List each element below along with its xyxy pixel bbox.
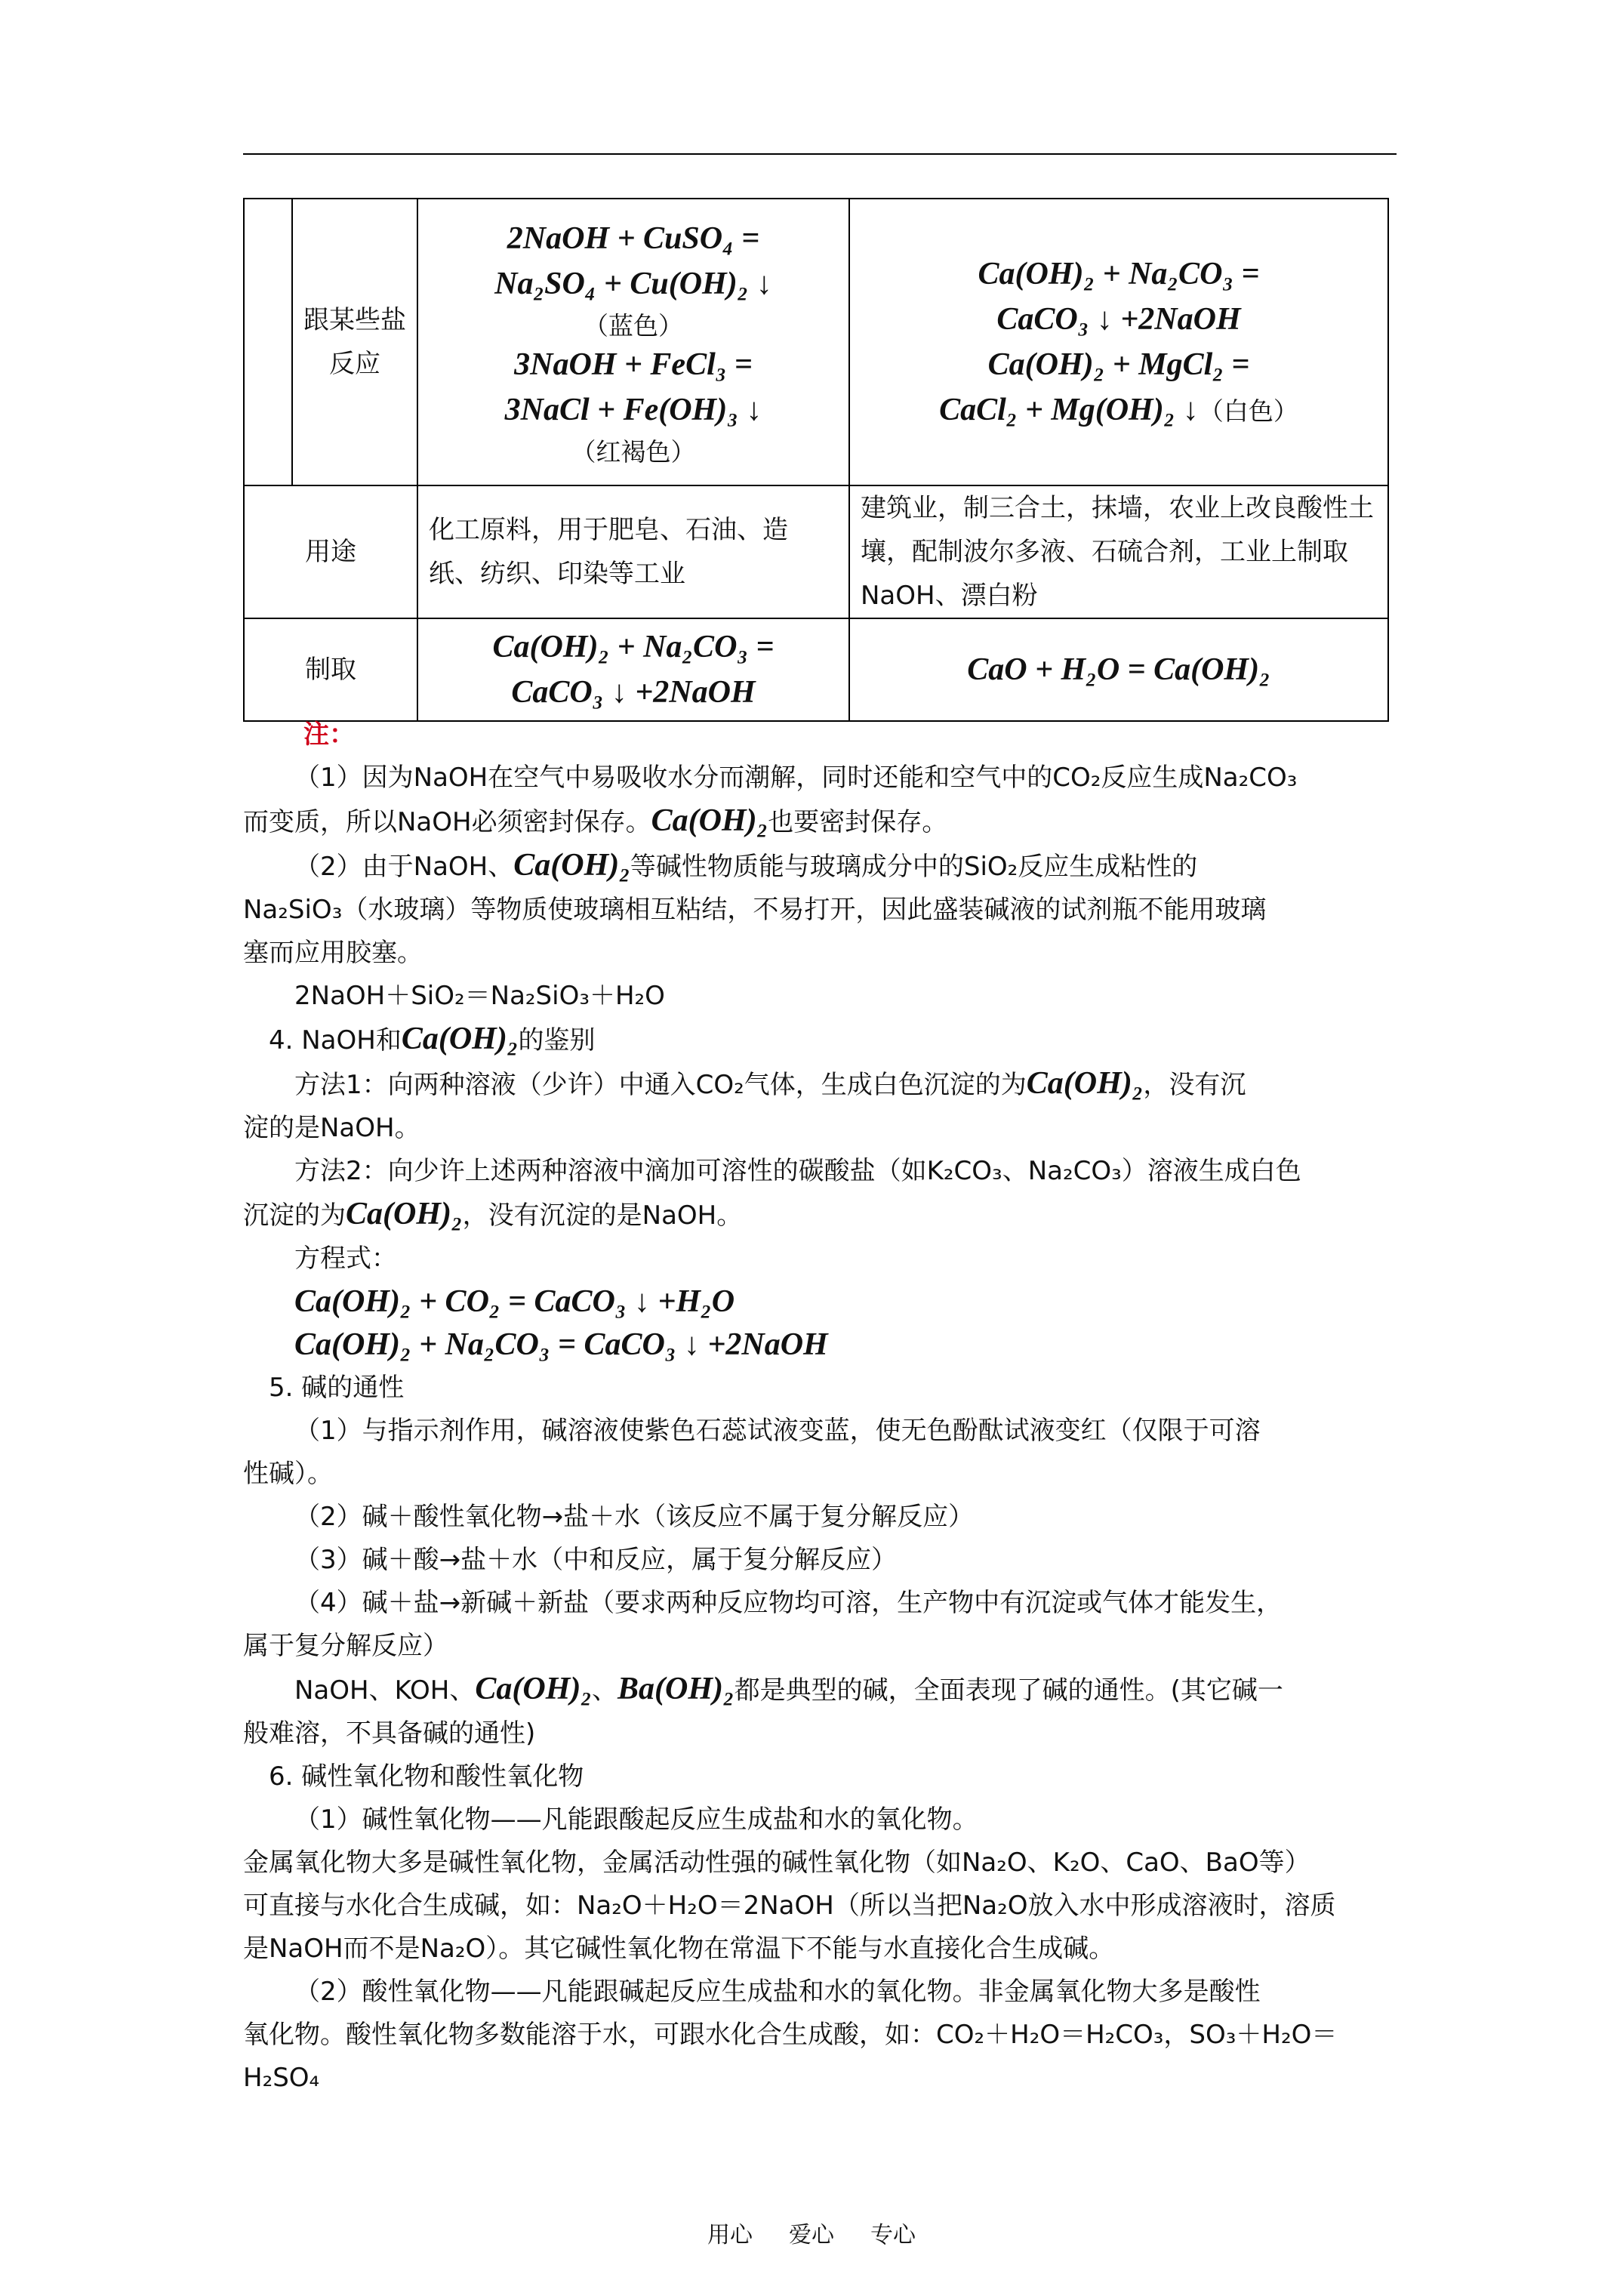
acid-oxide-def: （2）酸性氧化物——凡能跟碱起反应生成盐和水的氧化物。非金属氧化物大多是酸性: [294, 1977, 1261, 2007]
body-text: [243, 713, 1397, 2100]
caoh-make-cell: CaO + H₂O = Ca(OH)₂: [849, 618, 1388, 721]
caoh-eq1a: Ca(OH)₂ + Na₂CO₃ =: [978, 257, 1260, 291]
note-2: （2）由于NaOH、Ca(OH)₂等碱性物质能与玻璃成分中的SiO₂反应生成粘性的: [294, 848, 1198, 883]
note-1: （1）因为NaOH在空气中易吸收水分而潮解，同时还能和空气中的CO₂反应生成Na₂CO₃: [294, 763, 1298, 793]
naoh-eq2b: 3NaCl + Fe(OH)₃ ↓: [504, 393, 762, 427]
method-2: 方法2：向少许上述两种溶液中滴加可溶性的碳酸盐（如K₂CO₃、Na₂CO₃）溶液生成白色: [294, 1156, 1301, 1186]
naoh-eq2a: 3NaOH + FeCl₃ =: [514, 347, 753, 382]
property-4b: 属于复分解反应）: [243, 1631, 448, 1661]
naoh-note1: （蓝色）: [584, 311, 683, 341]
row-label-make: 制取: [244, 618, 417, 721]
acid-oxide-text: 氧化物。酸性氧化物多数能溶于水，可跟水化合生成酸，如：CO₂＋H₂O＝H₂CO₃，SO₃＋H₂O＝H₂SO₄: [243, 2020, 1338, 2093]
caoh-eq1b: CaCO₃ ↓ +2NaOH: [996, 302, 1241, 337]
caoh-note2: （白色）: [1198, 396, 1298, 426]
basic-oxide-text-c: 是NaOH而不是Na₂O）。其它碱性氧化物在常温下不能与水直接化合生成碱。: [243, 1934, 1115, 1964]
property-1: （1）与指示剂作用，碱溶液使紫色石蕊试液变蓝，使无色酚酞试液变红（仅限于可溶: [294, 1416, 1261, 1446]
basic-oxide-text-b: 可直接与水化合生成碱，如：Na₂O＋H₂O＝2NaOH（所以当把Na₂O放入水中形成溶液时，溶质: [243, 1891, 1336, 1921]
basic-oxide-def: （1）碱性氧化物——凡能跟酸起反应生成盐和水的氧化物。: [294, 1804, 978, 1835]
row-label-salt: 跟某些盐反应: [292, 199, 417, 485]
equation-2: Ca(OH)₂ + Na₂CO₃ = CaCO₃ ↓ +2NaOH: [294, 1327, 828, 1362]
method-2b: 沉淀的为Ca(OH)₂，没有沉淀的是NaOH。: [243, 1197, 743, 1231]
table-row-make: [244, 618, 1388, 721]
header-rule: [243, 153, 1397, 155]
property-3: （3）碱＋酸→盐＋水（中和反应，属于复分解反应）: [294, 1545, 898, 1575]
section-5-title: 5. 碱的通性: [269, 1373, 405, 1403]
note-2c: 塞而应用胶塞。: [243, 938, 423, 968]
table-row-salt-reaction: [244, 199, 1388, 485]
note-1b: 而变质，所以NaOH必须密封保存。Ca(OH)₂也要密封保存。: [243, 803, 948, 838]
naoh-note2: （红褐色）: [571, 437, 696, 467]
caoh-eq2b: CaCl₂ + Mg(OH)₂ ↓: [939, 393, 1199, 427]
page-footer: 用心 爱心 专心: [707, 2222, 916, 2248]
naoh-eq1a: 2NaOH + CuSO₄ =: [507, 221, 760, 256]
section-6-title: 6. 碱性氧化物和酸性氧化物: [269, 1761, 584, 1792]
note-2-equation: 2NaOH＋SiO₂＝Na₂SiO₃＋H₂O: [294, 981, 665, 1011]
property-5b: 般难溶，不具备碱的通性): [243, 1718, 536, 1749]
properties-table: [243, 198, 1389, 722]
method-1b: 淀的是NaOH。: [243, 1113, 420, 1143]
equation-1: Ca(OH)₂ + CO₂ = CaCO₃ ↓ +H₂O: [294, 1284, 735, 1319]
equation-label: 方程式：: [294, 1244, 397, 1274]
method-1: 方法1：向两种溶液（少许）中通入CO₂气体，生成白色沉淀的为Ca(OH)₂，没有沉: [294, 1066, 1246, 1101]
note-2b: Na₂SiO₃（水玻璃）等物质使玻璃相互粘结，不易打开，因此盛装碱液的试剂瓶不能用玻璃: [243, 895, 1267, 925]
basic-oxide-text-a: 金属氧化物大多是碱性氧化物，金属活动性强的碱性氧化物（如Na₂O、K₂O、CaO、BaO等）: [243, 1848, 1310, 1878]
naoh-use-cell: 化工原料，用于肥皂、石油、造纸、纺织、印染等工业: [417, 485, 849, 618]
naoh-make-cell: Ca(OH)₂ + Na₂CO₃ = CaCO₃ ↓ +2NaOH: [417, 618, 849, 721]
caoh-use-cell: 建筑业，制三合土，抹墙，农业上改良酸性土壤，配制波尔多液、石硫合剂，工业上制取NaOH、漂白粉: [849, 485, 1388, 618]
property-2: （2）碱＋酸性氧化物→盐＋水（该反应不属于复分解反应）: [294, 1502, 975, 1532]
row-label-use: 用途: [244, 485, 417, 618]
property-4: （4）碱＋盐→新碱＋新盐（要求两种反应物均可溶，生产物中有沉淀或气体才能发生，: [294, 1588, 1283, 1618]
property-1b: 性碱）。: [243, 1459, 333, 1489]
note-heading: 注：: [303, 720, 355, 750]
table-spacer-cell: [244, 199, 292, 485]
caoh-salt-cell: [849, 199, 1388, 485]
section-4-title: 4. NaOH和Ca(OH)₂的鉴别: [269, 1022, 596, 1056]
table-row-use: [244, 485, 1388, 618]
naoh-salt-cell: [417, 199, 849, 485]
naoh-eq1b: Na₂SO₄ + Cu(OH)₂ ↓: [494, 267, 772, 301]
property-5: NaOH、KOH、Ca(OH)₂、Ba(OH)₂都是典型的碱，全面表现了碱的通性。(其它碱一: [294, 1672, 1283, 1706]
caoh-eq2a: Ca(OH)₂ + MgCl₂ =: [987, 347, 1250, 382]
